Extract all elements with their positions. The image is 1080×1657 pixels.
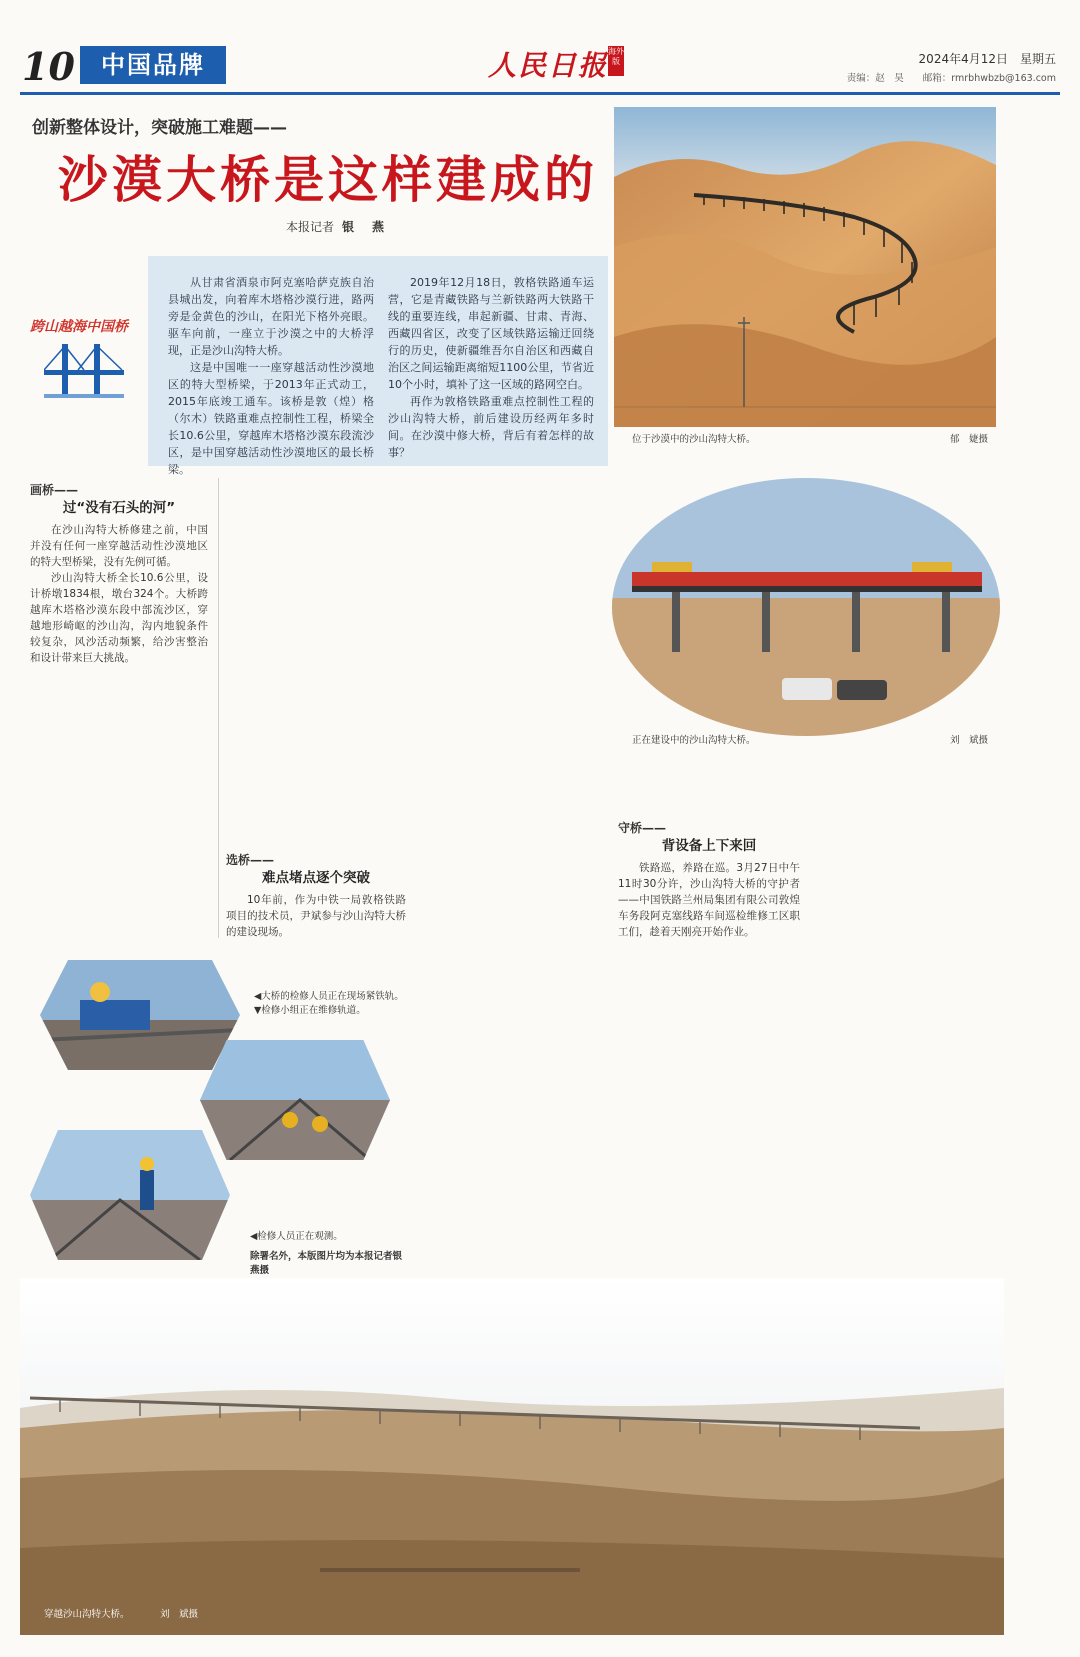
intro-paragraph: 2019年12月18日，敦格铁路通车运营，它是青藏铁路与兰新铁路两大铁路干线的重要连线，串起新疆、甘肃、青海、西藏四省区，改变了区域铁路运输迂回绕行的历史，使新疆维吾尔自治区和西藏自治区之间运输距离缩短1100公里，节省近10个小时，填补了这一区域的路网空白。 [388, 276, 594, 391]
maintenance-photo-3 [30, 1130, 230, 1260]
collage-credit: 除署名外，本版图片均为本报记者银燕摄 [250, 1251, 403, 1276]
intro-paragraph: 从甘肃省酒泉市阿克塞哈萨克族自治县城出发，向着库木塔格沙漠行进，路两旁是金黄色的沙山，在阳光下格外亮眼。驱车向前，一座立于沙漠之中的大桥浮现，正是沙山沟特大桥。 [168, 276, 374, 357]
issue-date: 2024年4月12日 星期五 [918, 52, 1056, 66]
body-paragraph: 沙山沟特大桥全长10.6公里，设计桥墩1834根，墩台324个。大桥跨越库木塔格沙漠东段中部流沙区，穿越地形崎岖的沙山沟，沟内地貌条件较复杂，风沙活动频繁，给沙害整治和设计带来巨大挑战。 [30, 572, 208, 664]
oval-photo-caption: 正在建设中的沙山沟特大桥。 [632, 735, 756, 746]
section-kicker: 选桥—— [226, 853, 275, 867]
byline-name: 银 燕 [342, 220, 388, 234]
construction-photo-oval [612, 478, 1000, 736]
collage-note-2: ▼检修小组正在维修轨道。 [254, 1005, 366, 1016]
collage-note-1: ◀大桥的检修人员正在现场紧铁轨。 [254, 991, 404, 1002]
byline-prefix: 本报记者 [286, 220, 335, 234]
section-title: 背设备上下来回 [661, 838, 757, 854]
bottom-panorama-photo [20, 1278, 1004, 1635]
body-column-1 [30, 482, 208, 932]
top-photo-credit: 郁 婕摄 [950, 434, 989, 445]
maintenance-photo-1 [40, 960, 240, 1070]
top-photo-caption: 位于沙漠中的沙山沟特大桥。 [632, 434, 756, 445]
intro-paragraph: 再作为敦格铁路重难点控制性工程的沙山沟特大桥，前后建设历经两年多时间。在沙漠中修大桥，背后有着怎样的故事？ [388, 395, 594, 459]
bridge-logo-icon [44, 340, 124, 400]
section-tab: 中国品牌 [80, 46, 226, 84]
masthead-rule [20, 92, 1060, 95]
body-column-2 [226, 852, 406, 938]
column-divider [218, 478, 219, 938]
body-column-3 [618, 820, 800, 980]
section-title: 难点堵点逐个突破 [262, 870, 370, 886]
intro-column-left [168, 274, 374, 476]
intro-box [148, 256, 608, 476]
maintenance-photo-2 [200, 1040, 390, 1160]
body-paragraph: 在沙山沟特大桥修建之前，中国并没有任何一座穿越活动性沙漠地区的特大型桥梁，没有先例可循。 [30, 524, 208, 568]
section-title: 过“没有石头的河” [62, 500, 176, 516]
bottom-photo-credit: 刘 斌摄 [160, 1609, 199, 1620]
paper-logo: 人民日报 [488, 49, 609, 82]
page-number: 10 [22, 44, 75, 89]
column-label: 跨山越海中国桥 [30, 319, 128, 335]
desert-bridge-photo [614, 107, 996, 427]
edition-badge: 海外版 [608, 46, 624, 76]
article-headline: 沙漠大桥是这样建成的 [58, 150, 598, 209]
bottom-photo-caption: 穿越沙山沟特大桥。 [44, 1609, 130, 1620]
body-paragraph: 10年前，作为中铁一局敦格铁路项目的技术员，尹斌参与沙山沟特大桥的建设现场。 [226, 894, 406, 938]
intro-column-right [388, 274, 594, 459]
masthead [20, 40, 1060, 92]
section-kicker: 守桥—— [618, 821, 667, 835]
body-paragraph: 铁路巡，养路在巡。3月27日中午11时30分许，沙山沟特大桥的守护者——中国铁路兰州局集团有限公司敦煌车务段阿克塞线路车间巡检维修工区职工们，趁着天刚亮开始作业。 [618, 862, 800, 938]
intro-paragraph: 这是中国唯一一座穿越活动性沙漠地区的特大型桥梁，于2013年正式动工，2015年底竣工通车。该桥是敦（煌）格（尔木）铁路重难点控制性工程，桥梁全长10.6公里，穿越库木塔格沙漠东段流沙区，是中国穿越活动性沙漠地区的最长桥梁。 [168, 361, 374, 476]
editor-info: 责编：赵 昊 邮箱：rmrbhwbzb@163.com [846, 73, 1056, 84]
collage-note-3: ◀检修人员正在观测。 [250, 1231, 343, 1242]
section-kicker: 画桥—— [30, 483, 79, 497]
oval-photo-credit: 刘 斌摄 [950, 735, 989, 746]
article-kicker: 创新整体设计，突破施工难题—— [32, 118, 287, 138]
byline [286, 218, 387, 235]
